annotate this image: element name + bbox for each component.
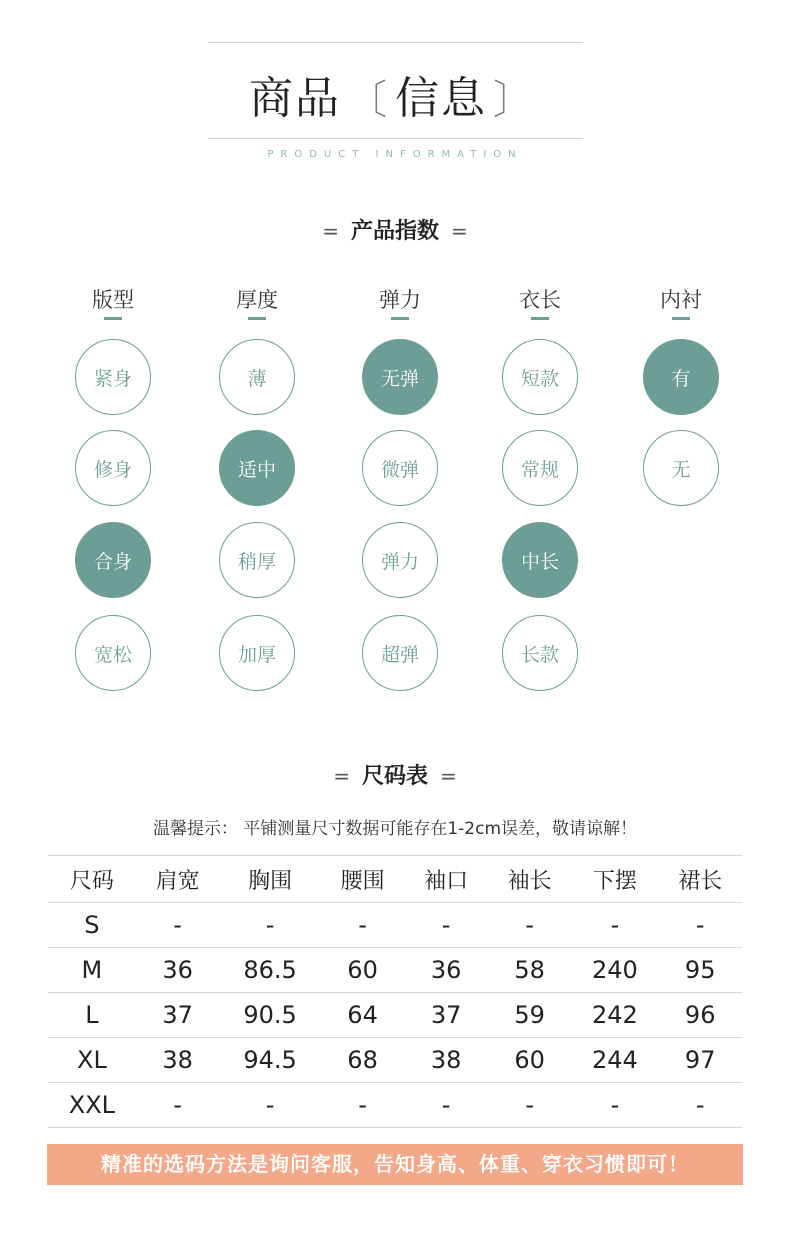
index-section-title (0, 214, 790, 245)
table-cell: 94.5 (219, 1038, 320, 1083)
table-cell: 64 (321, 993, 405, 1038)
table-cell: 86.5 (219, 948, 320, 993)
index-option-circle: 常规 (502, 430, 578, 506)
table-cell: L (48, 993, 136, 1038)
table-cell: 244 (571, 1038, 658, 1083)
table-cell: 58 (488, 948, 572, 993)
index-heading-underline (391, 317, 409, 320)
bracket-open: 〔 (347, 77, 389, 123)
divider-left: = (333, 764, 350, 788)
table-cell: - (321, 903, 405, 948)
index-column-heading: 弹力 (379, 288, 421, 312)
table-cell: M (48, 948, 136, 993)
table-cell: 60 (488, 1038, 572, 1083)
size-table-header-cell: 腰围 (321, 856, 405, 903)
index-option-circle: 适中 (219, 430, 295, 506)
size-table-header-cell: 胸围 (219, 856, 320, 903)
index-heading-underline (104, 317, 122, 320)
table-cell: - (488, 903, 572, 948)
divider-right: = (451, 219, 468, 243)
index-column-heading: 衣长 (519, 288, 561, 312)
page-subtitle: PRODUCT INFORMATION (267, 149, 523, 160)
table-cell: 97 (658, 1038, 742, 1083)
divider-left: = (322, 219, 339, 243)
page-title (0, 62, 790, 126)
index-column-heading: 厚度 (236, 288, 278, 312)
index-option-circle: 稍厚 (219, 522, 295, 598)
size-table-header-cell: 下摆 (571, 856, 658, 903)
table-cell: XXL (48, 1083, 136, 1128)
size-title-text: 尺码表 (361, 764, 428, 789)
index-column-heading: 内衬 (660, 288, 702, 312)
table-cell: 68 (321, 1038, 405, 1083)
index-heading-underline (248, 317, 266, 320)
title-left: 商品 (249, 73, 341, 124)
table-cell: 90.5 (219, 993, 320, 1038)
index-option-circle: 微弹 (362, 430, 438, 506)
table-cell: 37 (136, 993, 220, 1038)
table-row (48, 1083, 742, 1128)
measurement-notice: 温馨提示： 平铺测量尺寸数据可能存在1-2cm误差，敬请谅解！ (152, 819, 638, 839)
index-option-circle: 无 (643, 430, 719, 506)
table-cell: - (136, 1083, 220, 1128)
index-option-circle: 无弹 (362, 339, 438, 415)
table-cell: - (571, 1083, 658, 1128)
index-option-circle: 修身 (75, 430, 151, 506)
table-cell: 36 (404, 948, 488, 993)
index-option-circle: 合身 (75, 522, 151, 598)
size-table-header-cell: 袖长 (488, 856, 572, 903)
table-cell: - (321, 1083, 405, 1128)
table-row (48, 993, 742, 1038)
table-cell: - (219, 903, 320, 948)
table-cell: 38 (404, 1038, 488, 1083)
index-option-circle: 紧身 (75, 339, 151, 415)
table-cell: - (571, 903, 658, 948)
index-option-circle: 宽松 (75, 615, 151, 691)
title-right: 信息 (395, 73, 487, 124)
index-option-circle: 有 (643, 339, 719, 415)
table-row (48, 948, 742, 993)
size-table-header-cell: 裙长 (658, 856, 742, 903)
size-table-header-row (48, 856, 742, 903)
size-table-header-cell: 肩宽 (136, 856, 220, 903)
table-cell: S (48, 903, 136, 948)
table-cell: 60 (321, 948, 405, 993)
table-cell: 38 (136, 1038, 220, 1083)
table-row (48, 903, 742, 948)
table-cell: 95 (658, 948, 742, 993)
table-cell: - (404, 1083, 488, 1128)
index-option-circle: 短款 (502, 339, 578, 415)
size-section-title (0, 759, 790, 790)
divider-right: = (440, 764, 457, 788)
table-cell: 37 (404, 993, 488, 1038)
index-option-circle: 薄 (219, 339, 295, 415)
index-column-heading: 版型 (92, 288, 134, 312)
size-table-header-cell: 尺码 (48, 856, 136, 903)
table-cell: - (404, 903, 488, 948)
table-cell: 240 (571, 948, 658, 993)
table-cell: - (219, 1083, 320, 1128)
header-bottom-rule (208, 138, 583, 139)
index-option-circle: 中长 (502, 522, 578, 598)
index-heading-underline (531, 317, 549, 320)
table-cell: - (136, 903, 220, 948)
header-top-rule (208, 42, 583, 43)
table-cell: 36 (136, 948, 220, 993)
table-cell: - (658, 1083, 742, 1128)
size-advice-banner: 精准的选码方法是询问客服，告知身高、体重、穿衣习惯即可！ (47, 1144, 743, 1185)
index-option-circle: 加厚 (219, 615, 295, 691)
size-table-header-cell: 袖口 (404, 856, 488, 903)
table-cell: XL (48, 1038, 136, 1083)
table-cell: - (658, 903, 742, 948)
size-table (48, 855, 742, 1128)
bracket-close: 〕 (493, 77, 535, 123)
index-option-circle: 超弹 (362, 615, 438, 691)
size-table-body (48, 903, 742, 1128)
table-cell: - (488, 1083, 572, 1128)
index-title-text: 产品指数 (350, 219, 439, 244)
index-heading-underline (672, 317, 690, 320)
table-row (48, 1038, 742, 1083)
table-cell: 242 (571, 993, 658, 1038)
table-cell: 59 (488, 993, 572, 1038)
table-cell: 96 (658, 993, 742, 1038)
index-option-circle: 弹力 (362, 522, 438, 598)
index-option-circle: 长款 (502, 615, 578, 691)
